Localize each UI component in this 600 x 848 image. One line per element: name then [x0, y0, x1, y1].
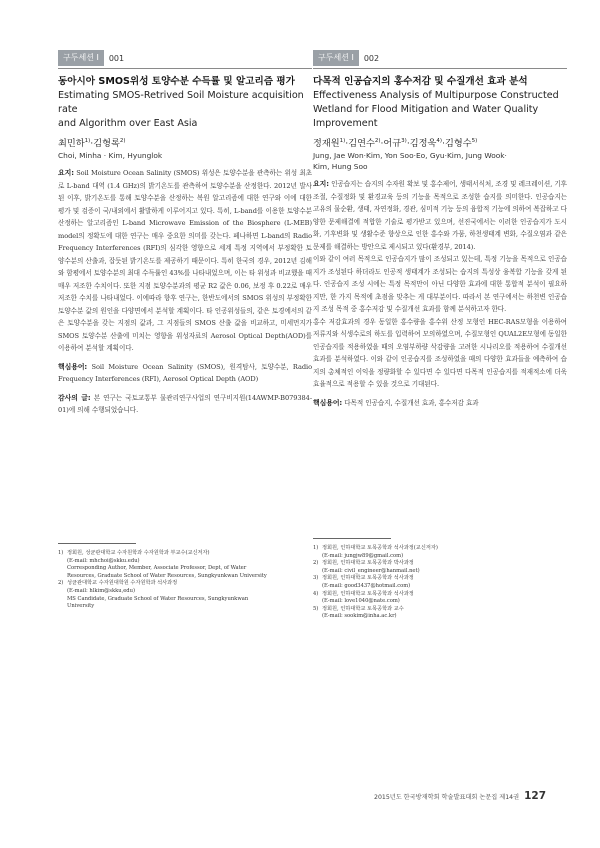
authors-en	[313, 150, 567, 172]
proceedings-title: 2015년도 한국방재학회 학술발표대회 논문집 제14권	[374, 793, 520, 801]
abstract-column-right	[313, 50, 567, 409]
ack-label: 감사의 글:	[58, 393, 91, 402]
authors-en-line: Jung, Jae Won·Kim, Yon Soo·Eo, Gyu·Kim, Jung Wook·	[313, 151, 507, 161]
footnote-line: MS Candidate, Graduate School of Water Resources, Sungkyunkwan	[67, 595, 249, 602]
footnote	[313, 560, 567, 575]
session-tag: 구두세션 I	[58, 50, 104, 66]
footnote-line: University	[67, 603, 95, 610]
paper-title-ko: 동아시아 SMOS위성 토양수분 수득률 및 알고리즘 평가	[58, 76, 295, 87]
authors-ko	[58, 135, 312, 150]
abstract	[58, 167, 312, 355]
paper-title-en-line: and Algorithm over East Asia	[58, 118, 198, 129]
footnote	[313, 545, 567, 560]
footnote-line: (E-mail: mhchoi@skku.edu)	[67, 557, 140, 564]
paper-title-en	[313, 89, 567, 131]
footnote-number: 2)	[58, 580, 64, 587]
footnote-number: 5)	[313, 605, 319, 612]
author-name: ·어규	[380, 138, 402, 150]
author-mark: 2)	[374, 138, 381, 144]
footnote-line: (E-mail: civil_engineer@hanmail.net)	[322, 567, 420, 574]
author-mark: 5)	[471, 138, 478, 144]
author-name: ·김형록	[90, 138, 120, 150]
page-number: 127	[524, 790, 546, 802]
footnote-line: 정회원, 인하대학교 토목공학과 박사과정	[322, 560, 414, 567]
session-number: 002	[363, 53, 380, 63]
abstract-text: Soil Moisture Ocean Salinity (SMOS) 위성은 토양수분을 관측하는 위성 최초로 L-band 대역 (1.4 GHz)의 밝기온도를 관측하여 토양수분을 산정한다. 2012년 발사된 이후, 밝기온도를 통해 토양수분을 산정하는 복원 알고리즘에 대한 연구와 이에 대한 평가 및 검증이 국/내외에서 활발하게 이루어지고 있다. 특히, L-band를 이용한 토양수분 산정하는 알고리즘인 L-band Microwave Emission of the Biosphere (L-MEB) model의 정확도에 대한 연구는 매우 중요한 의미를 갖는다. 페나하면 L-band의 Radio Frequency Interferences (RFI)의 심각한 영향으로 세계 특정 지역에서 부정확한 토양수분의 산출과, 잡듯된 밝기온도를 제공하기 때문이다. 특히 한국의 경우, 2012년 김해와 함평에서 토양수분의 최대 수득률인 43%를 나타내었으며, 이는 타 위성과 비교했을 때 매우 저조한 수치이다. 또한 지점 토양수분과의 평균 R2 값은 0.06, 보정 후 0.22로 매우 저조한 수치를 나타내었다. 이에따라 향후 연구는, 한반도에서의 SMOS 위성의 부정확한 토양수분 값의 원인을 다양면에서 분석할 계획이다. 타 인공위성들의, 같은 토경에서의 같은 토양수분을 갖는 지점의 값과, 그 지점들의 SMOS 산출 값을 비교하고, 미세먼지가 SMOS 토양수분 산출에 미치는 영향을 위성자료의 Aerosol Optical Depth(AOD)를 이용하여 분석할 계획이다.	[58, 169, 312, 353]
paper-title-en	[58, 89, 312, 131]
keywords	[313, 397, 567, 410]
session-rule	[58, 68, 312, 69]
footnote-line: 정회원, 성균관대학교 수자원학과 수자원학과 부교수(교신저자)	[67, 550, 210, 556]
authors-en: Choi, Minha · Kim, Hyunglok	[58, 151, 163, 161]
paper-title-ko: 다목적 인공습지의 홍수저감 및 수질개선 효과 분석	[313, 76, 528, 87]
author-mark: 3)	[401, 138, 407, 144]
footnote-line: (E-mail: jungjw89@gmail.com)	[322, 552, 404, 559]
footnote-rule	[58, 543, 136, 544]
author-name: ·김형수	[442, 138, 472, 150]
footnote-line: 정회원, 인하대학교 토목공학과 교수	[322, 605, 404, 612]
footnote	[58, 550, 312, 580]
footnote-number: 1)	[313, 545, 319, 551]
abstract	[313, 178, 567, 253]
footnote-line: Resources, Graduate School of Water Resources, Sungkyunkwan University	[67, 572, 267, 579]
paper-title-en-line: Effectiveness Analysis of Multipurpose Constructed	[313, 90, 559, 101]
session-header	[58, 50, 312, 66]
keywords-text: Soil Moisture Ocean Salinity (SMOS), 원격탐사, 토양수분, Radio Frequency Interferences (RFI), Aerosol Optical Depth (AOD)	[58, 362, 313, 384]
session-rule	[313, 68, 567, 69]
footnote-line: 정회원, 인하대학교 토목공학과 석사과정(교신저자)	[322, 545, 438, 551]
keywords	[58, 361, 312, 386]
footnote	[58, 580, 312, 610]
abstract-column-left	[58, 50, 312, 417]
author-name: 정재원	[313, 138, 340, 150]
footnote-number: 4)	[313, 590, 319, 597]
footnote-number: 1)	[58, 550, 64, 556]
author-name: ·김정욱	[406, 138, 437, 150]
footnote-line: (E-mail: hlkim@skku,edu)	[67, 587, 135, 594]
abstract-paragraph: 이와 같이 여러 목적으로 인공습지가 많이 조성되고 있는데, 특정 기능을 목적으로 인공습지가 조성된다 하더라도 인공적 생태계가 조성되는 습지의 특성상 융복합 기능을 갖게 된다. 인공습지 조성 시에는 특정 목적만이 아닌 다양한 효과에 대한 통합적 분석이 필요하지만, 한 가지 목적에 초점을 맞추는 게 대부분이다. 따라서 본 연구에서는 하천변 인공습지 조성 목적 중 홍수저감 및 수질개선 효과를 함께 분석하고자 한다.	[313, 255, 567, 314]
keywords-text: 다목적 인공습지, 수질개선 효과, 홍수저감 효과	[344, 398, 479, 407]
footnote-number: 2)	[313, 560, 319, 567]
author-name: 최민하	[58, 138, 85, 150]
footnote-line: 성균관대학교 수자원대학원 수자원학과 석사과정	[67, 580, 178, 587]
author-mark: 4)	[436, 138, 443, 144]
footnote-number: 3)	[313, 575, 319, 582]
keywords-label: 핵심용어:	[58, 362, 88, 371]
footnote	[313, 575, 567, 590]
footnotes-left	[58, 543, 312, 611]
paper-title-en-line: Improvement	[313, 118, 378, 129]
paper-title-en-line: Estimating SMOS-Retrived Soil Moisture acquisition rate	[58, 90, 304, 115]
footnote	[313, 591, 567, 606]
footnote	[313, 606, 567, 621]
footnote-line: 정회원, 인하대학교 토목공학과 석사과정	[322, 575, 414, 582]
acknowledgement	[58, 392, 312, 417]
footnotes-right	[313, 538, 567, 621]
footnote-rule	[313, 538, 391, 539]
keywords-label: 핵심용어:	[313, 398, 343, 407]
authors-en-line: Kim, Hung Soo	[313, 162, 368, 172]
author-name: ·김연수	[345, 138, 375, 150]
abstract-label: 요지:	[313, 180, 329, 189]
authors-ko	[313, 135, 567, 150]
author-mark: 2)	[119, 138, 126, 144]
abstract-paragraph: 홍수 저감효과의 경우 동일한 홍수량을 홍수위 산정 모형인 HEC-RAS모형을 이용하여 저류지와 식생수로의 하도를 입력하여 모의하였으며, 수질모형인 QUAL2E모형에 동일한 인공습지를 적용하였을 때의 오염부하량 삭감량을 고려한 시나리오를 적용하여 수질개선효과를 분석하였다. 이와 같이 인공습지를 조성하였을 때의 다양한 효과들을 예측하여 습지의 총체적인 이익을 정량화할 수 있다면 수 있다면 다목적 인공습지를 적재적소에 더욱 효율적으로 적용할 수 있을 것으로 기대된다.	[313, 317, 567, 389]
abstract-text: 인공습지는 습지의 수자원 확보 및 홍수제어, 생태서식처, 조경 및 레크레이션, 기후조절, 수질정화 및 환경교육 등의 기능을 목적으로 조성한 습지를 의미한다. 인공습지는 고유의 물순환, 생태, 자연정화, 경관, 심미적 기능 등의 융합적 기능에 의하여 복잡하고 다양한 문제해결에 적합한 기술로 평가받고 있으며, 선진국에서는 이러한 인공습지가 도시화, 기후변화 및 생활수준 향상으로 인한 홍수와 가뭄, 하천생태계 변화, 수질오염과 같은 문제를 해결하는 방안으로 제시되고 있다(환경부, 2014).	[313, 180, 568, 251]
footnote-line: (E-mail: sookim@inha.ac.kr)	[322, 613, 397, 620]
footnote-line: Corresponding Author, Member, Associate Professor, Dept, of Water	[67, 565, 247, 572]
footnote-line: (E-mail: good3437@hotmail.com)	[322, 582, 411, 589]
page-footer	[374, 790, 546, 802]
footnote-line: (E-mail: love1040@nate.com)	[322, 598, 400, 605]
author-mark: 1)	[84, 138, 91, 144]
footnote-line: 정회원, 인하대학교 토목공학과 석사과정	[322, 590, 414, 597]
author-mark: 1)	[339, 138, 346, 144]
session-number: 001	[108, 53, 125, 63]
ack-text: 본 연구는 국토교통부 물관리연구사업의 연구비지원(14AWMP-B079384-01)에 의해 수행되었습니다.	[58, 393, 313, 415]
abstract-label: 요지:	[58, 169, 74, 178]
session-tag: 구두세션 I	[313, 50, 359, 66]
paper-title-en-line: Wetland for Flood Mitigation and Water Quality	[313, 104, 539, 115]
session-header	[313, 50, 567, 66]
